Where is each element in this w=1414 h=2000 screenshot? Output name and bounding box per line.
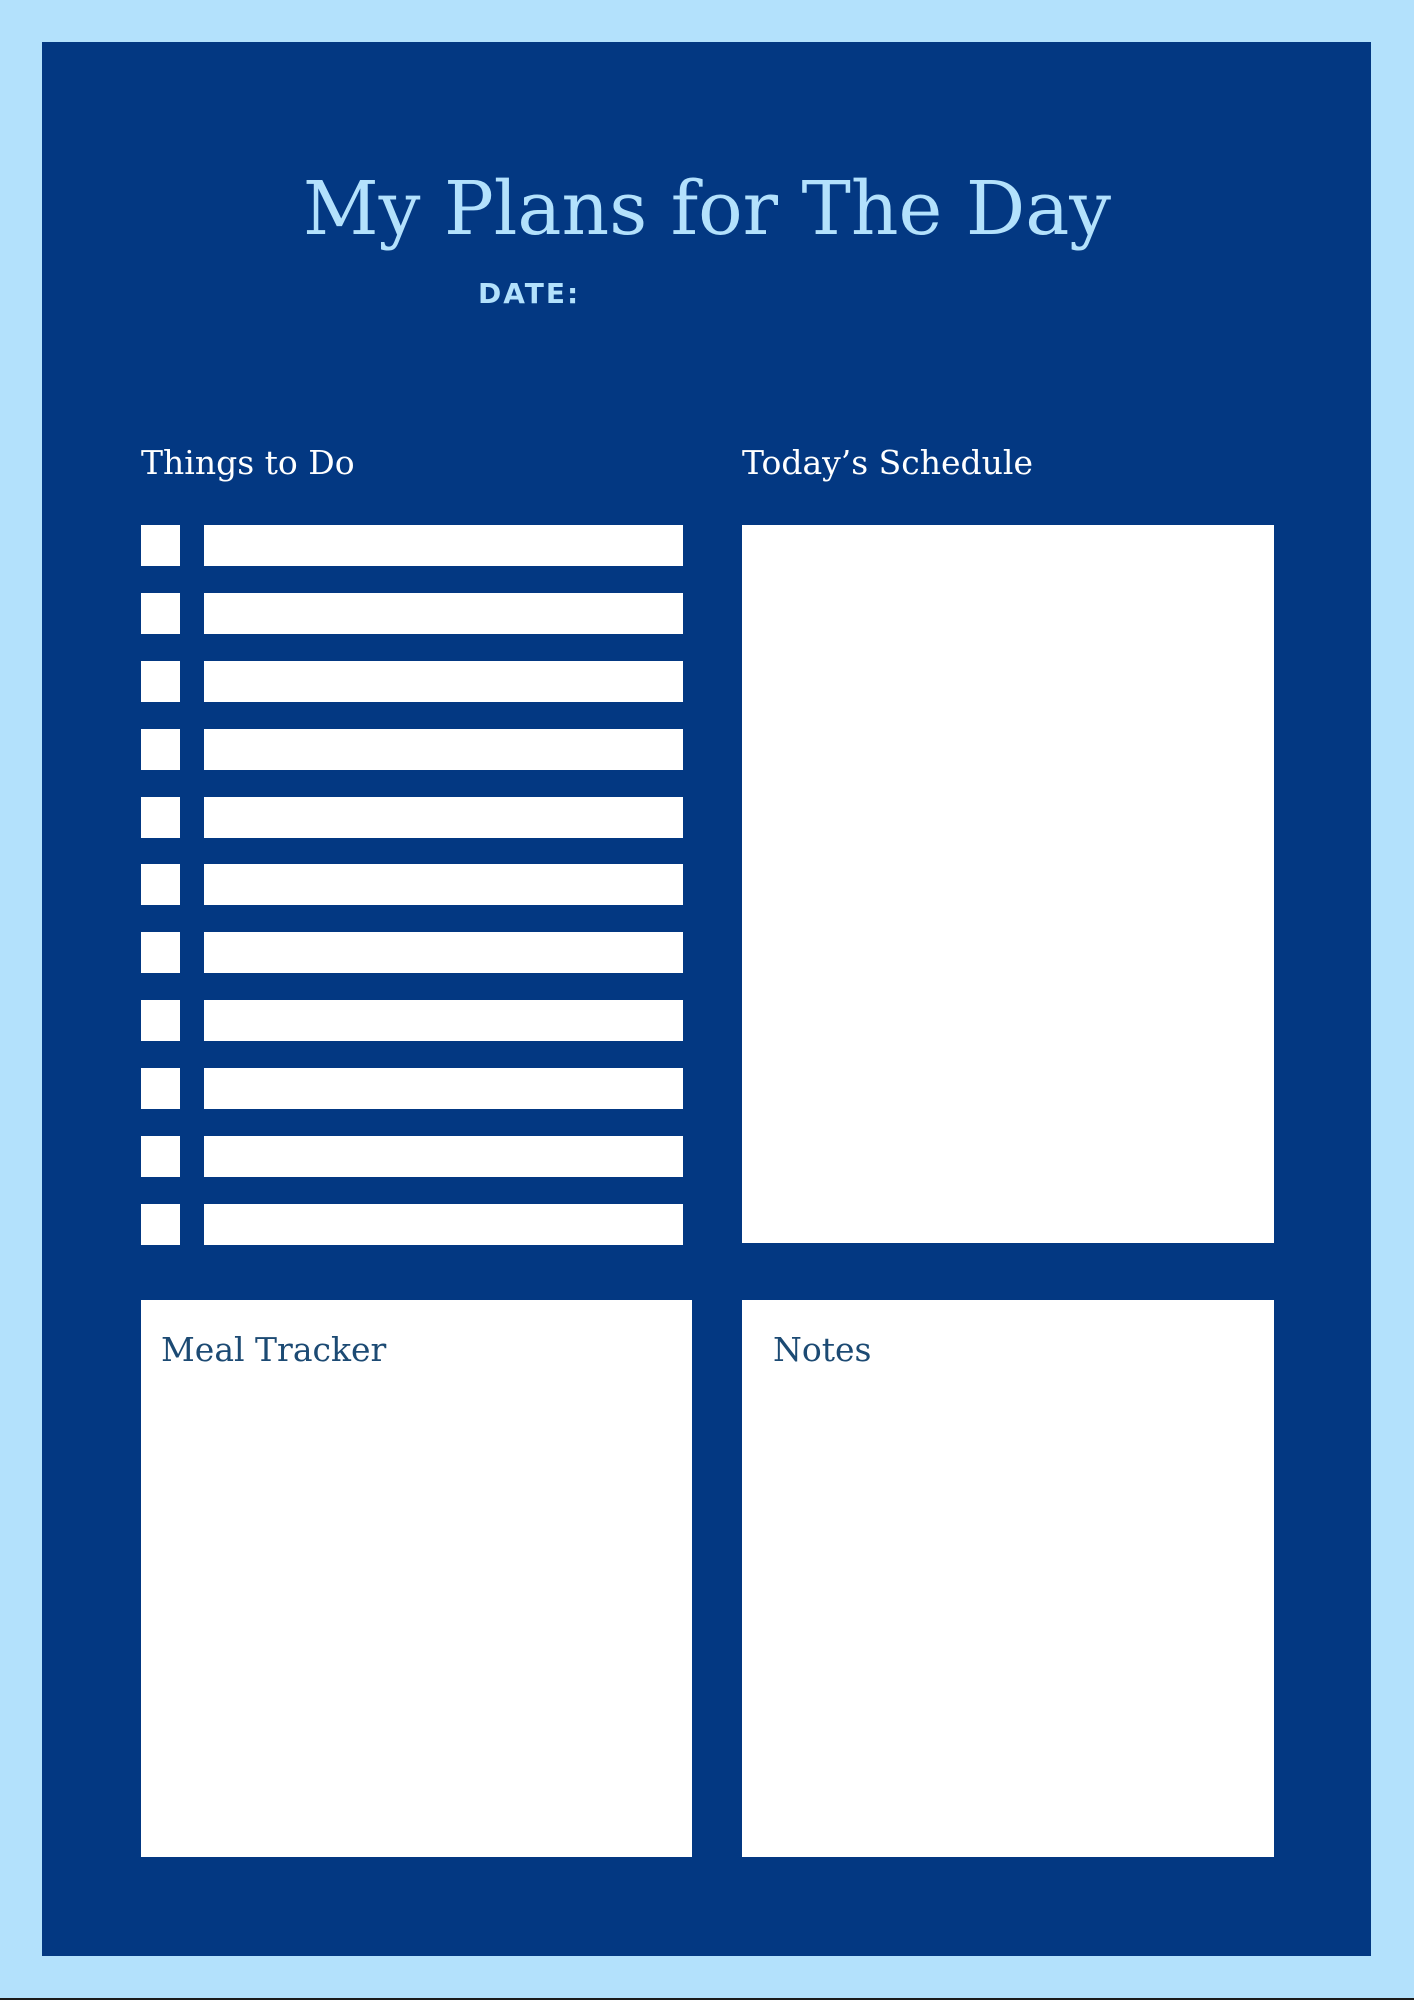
- schedule-field[interactable]: [742, 525, 1274, 1243]
- todo-line-field[interactable]: [204, 1068, 683, 1109]
- todo-checkbox[interactable]: [141, 729, 180, 770]
- todo-line-field[interactable]: [204, 729, 683, 770]
- meal-tracker-panel[interactable]: [141, 1300, 692, 1857]
- todo-item: [141, 661, 683, 702]
- todo-line-field[interactable]: [204, 661, 683, 702]
- todo-item: [141, 525, 683, 566]
- todo-line-field[interactable]: [204, 797, 683, 838]
- todo-checkbox[interactable]: [141, 1000, 180, 1041]
- todo-checkbox[interactable]: [141, 525, 180, 566]
- todo-item: [141, 729, 683, 770]
- todo-item: [141, 1000, 683, 1041]
- todo-checkbox[interactable]: [141, 661, 180, 702]
- todo-item: [141, 864, 683, 905]
- todo-heading: Things to Do: [141, 443, 355, 482]
- todo-checkbox[interactable]: [141, 932, 180, 973]
- notes-panel[interactable]: [742, 1300, 1274, 1857]
- todo-checkbox[interactable]: [141, 1136, 180, 1177]
- todo-item: [141, 932, 683, 973]
- todo-checkbox[interactable]: [141, 864, 180, 905]
- todo-checkbox[interactable]: [141, 797, 180, 838]
- date-label: DATE:: [478, 277, 581, 310]
- todo-line-field[interactable]: [204, 525, 683, 566]
- todo-checkbox[interactable]: [141, 593, 180, 634]
- notes-heading: Notes: [773, 1330, 872, 1369]
- todo-line-field[interactable]: [204, 1136, 683, 1177]
- meal-tracker-heading: Meal Tracker: [161, 1330, 387, 1369]
- todo-line-field[interactable]: [204, 1000, 683, 1041]
- todo-item: [141, 1068, 683, 1109]
- schedule-heading: Today’s Schedule: [742, 443, 1034, 482]
- todo-item: [141, 593, 683, 634]
- todo-line-field[interactable]: [204, 932, 683, 973]
- todo-line-field[interactable]: [204, 864, 683, 905]
- todo-line-field[interactable]: [204, 1204, 683, 1245]
- todo-checkbox[interactable]: [141, 1068, 180, 1109]
- todo-item: [141, 1204, 683, 1245]
- page-title: My Plans for The Day: [302, 166, 1112, 252]
- todo-line-field[interactable]: [204, 593, 683, 634]
- todo-item: [141, 1136, 683, 1177]
- todo-checkbox[interactable]: [141, 1204, 180, 1245]
- todo-item: [141, 797, 683, 838]
